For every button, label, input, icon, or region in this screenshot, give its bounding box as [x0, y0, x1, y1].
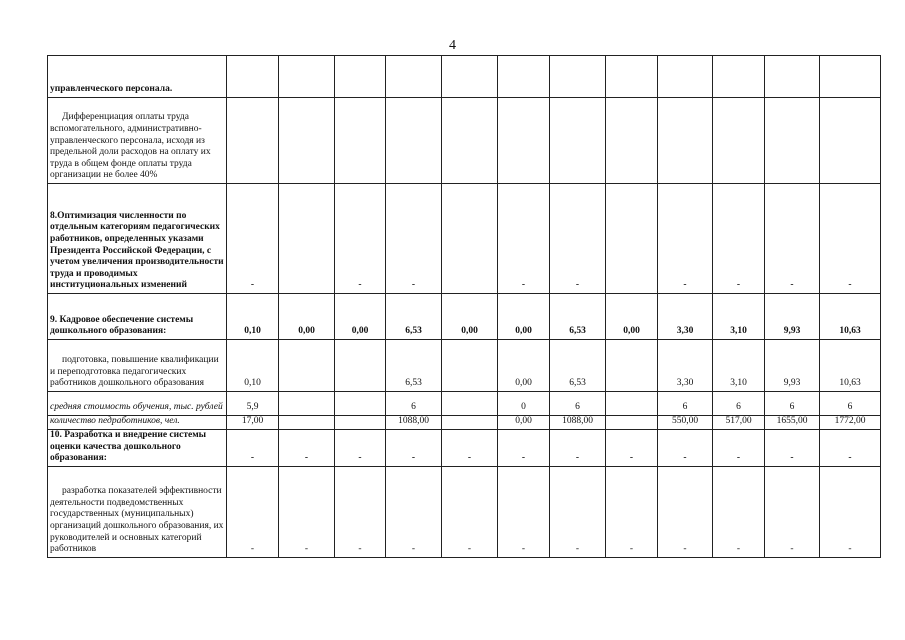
table-cell: 0,00	[498, 340, 550, 392]
table-cell	[606, 392, 658, 416]
table-cell: -	[386, 466, 442, 557]
table-cell	[550, 98, 606, 184]
page-number: 4	[449, 38, 456, 53]
table-cell: -	[386, 430, 442, 467]
row-label: Дифференциация оплаты труда вспомогательного, административно-управленческого персонала, исходя из предельной доли расходов на оплату их труда в общем фонде оплаты труда организации не более 40%	[48, 98, 227, 184]
table-cell	[386, 56, 442, 98]
row-label: 8.Оптимизация численности по отдельным категориям педагогических работников, определенных указами Президента Российской Федерации, с учетом увеличения производительности труда и проводимых институциональных изменений	[48, 184, 227, 294]
row-label: управленческого персонала.	[48, 56, 227, 98]
table-cell	[765, 98, 820, 184]
table-cell: 0,00	[498, 294, 550, 340]
table-cell: 6	[658, 392, 713, 416]
table-cell: 0,00	[279, 294, 335, 340]
table-cell: -	[713, 430, 765, 467]
table-cell	[279, 184, 335, 294]
table-cell	[658, 98, 713, 184]
table-cell: -	[550, 466, 606, 557]
table-cell: 6	[386, 392, 442, 416]
table-cell	[335, 98, 386, 184]
table-cell: -	[658, 184, 713, 294]
table-cell	[820, 56, 881, 98]
table-row	[48, 430, 881, 467]
table-cell: 6	[550, 392, 606, 416]
table-cell	[442, 98, 498, 184]
table-cell: -	[335, 466, 386, 557]
table-cell: 550,00	[658, 416, 713, 430]
table-cell: 0,00	[606, 294, 658, 340]
table-cell: 1655,00	[765, 416, 820, 430]
table-cell: -	[713, 466, 765, 557]
table-cell	[227, 98, 279, 184]
table-cell: 1772,00	[820, 416, 881, 430]
table-cell	[658, 56, 713, 98]
table-row	[48, 184, 881, 294]
table-row	[48, 466, 881, 557]
row-label: 10. Разработка и внедрение системы оценки качества дошкольного образования:	[48, 430, 227, 467]
table-cell: -	[498, 466, 550, 557]
table-cell: 517,00	[713, 416, 765, 430]
table-cell: -	[550, 430, 606, 467]
row-label: средняя стоимость обучения, тыс. рублей	[48, 392, 227, 416]
table-body	[48, 56, 881, 558]
table-cell: -	[227, 466, 279, 557]
table-cell	[279, 98, 335, 184]
table-cell: 1088,00	[550, 416, 606, 430]
table-cell: -	[498, 184, 550, 294]
table-cell: 10,63	[820, 294, 881, 340]
table-cell: -	[227, 184, 279, 294]
table-cell	[227, 56, 279, 98]
table-cell: 6	[713, 392, 765, 416]
row-label: количество педработников, чел.	[48, 416, 227, 430]
table-cell: 5,9	[227, 392, 279, 416]
table-cell: -	[386, 184, 442, 294]
table-cell: -	[335, 184, 386, 294]
table-cell: 6,53	[550, 340, 606, 392]
table-cell: 1088,00	[386, 416, 442, 430]
table-cell: -	[820, 430, 881, 467]
table-row	[48, 340, 881, 392]
table-cell: 6	[765, 392, 820, 416]
table-cell: 9,93	[765, 294, 820, 340]
table-cell: 0	[498, 392, 550, 416]
table-cell	[606, 56, 658, 98]
table-cell: -	[335, 430, 386, 467]
table-cell: -	[279, 430, 335, 467]
table-cell: 10,63	[820, 340, 881, 392]
table-row	[48, 98, 881, 184]
row-label: 9. Кадровое обеспечение системы дошкольного образования:	[48, 294, 227, 340]
table-cell	[498, 98, 550, 184]
row-label: разработка показателей эффективности деятельности подведомственных государственных (муниципальных) организаций дошкольного образования, их руководителей и основных категорий работников	[48, 466, 227, 557]
row-label: подготовка, повышение квалификации и переподготовка педагогических работников дошкольного образования	[48, 340, 227, 392]
table-cell: 6	[820, 392, 881, 416]
table-row	[48, 416, 881, 430]
table-cell	[820, 98, 881, 184]
table-cell	[386, 98, 442, 184]
table-cell	[335, 56, 386, 98]
table-cell: -	[606, 430, 658, 467]
table-cell	[279, 416, 335, 430]
indicators-table	[47, 55, 881, 558]
table-cell	[335, 340, 386, 392]
table-cell	[442, 184, 498, 294]
table-cell: 17,00	[227, 416, 279, 430]
table-cell: -	[442, 430, 498, 467]
table-cell	[606, 184, 658, 294]
table-cell: -	[227, 430, 279, 467]
table-cell: -	[820, 466, 881, 557]
table-cell: -	[606, 466, 658, 557]
table-cell: 6,53	[550, 294, 606, 340]
table-cell	[442, 392, 498, 416]
table-cell: 0,10	[227, 340, 279, 392]
table-cell: 0,00	[335, 294, 386, 340]
table-cell	[713, 98, 765, 184]
table-cell	[335, 392, 386, 416]
table-cell: -	[442, 466, 498, 557]
table-cell: -	[498, 430, 550, 467]
table-cell	[442, 340, 498, 392]
table-cell: 3,30	[658, 294, 713, 340]
table-cell: -	[713, 184, 765, 294]
table-cell: 6,53	[386, 294, 442, 340]
table-row	[48, 392, 881, 416]
table-cell: -	[765, 430, 820, 467]
table-cell: 9,93	[765, 340, 820, 392]
table-cell: -	[765, 184, 820, 294]
table-cell	[765, 56, 820, 98]
table-cell: -	[550, 184, 606, 294]
table-cell: 0,10	[227, 294, 279, 340]
table-cell: 6,53	[386, 340, 442, 392]
table-cell	[279, 340, 335, 392]
table-cell	[279, 56, 335, 98]
table-cell: -	[765, 466, 820, 557]
table-cell	[498, 56, 550, 98]
table-row	[48, 294, 881, 340]
table-cell	[442, 56, 498, 98]
table-cell: 0,00	[442, 294, 498, 340]
table-cell: 3,10	[713, 340, 765, 392]
table-cell: 3,30	[658, 340, 713, 392]
table-cell: -	[658, 466, 713, 557]
table-cell	[606, 416, 658, 430]
table-cell: -	[820, 184, 881, 294]
table-cell	[335, 416, 386, 430]
table-cell	[713, 56, 765, 98]
table-cell	[279, 392, 335, 416]
table-cell	[442, 416, 498, 430]
table-row	[48, 56, 881, 98]
table-cell: 0,00	[498, 416, 550, 430]
table-cell: -	[279, 466, 335, 557]
table-cell	[606, 340, 658, 392]
table-cell: 3,10	[713, 294, 765, 340]
table-cell	[606, 98, 658, 184]
table-cell	[550, 56, 606, 98]
table-cell: -	[658, 430, 713, 467]
